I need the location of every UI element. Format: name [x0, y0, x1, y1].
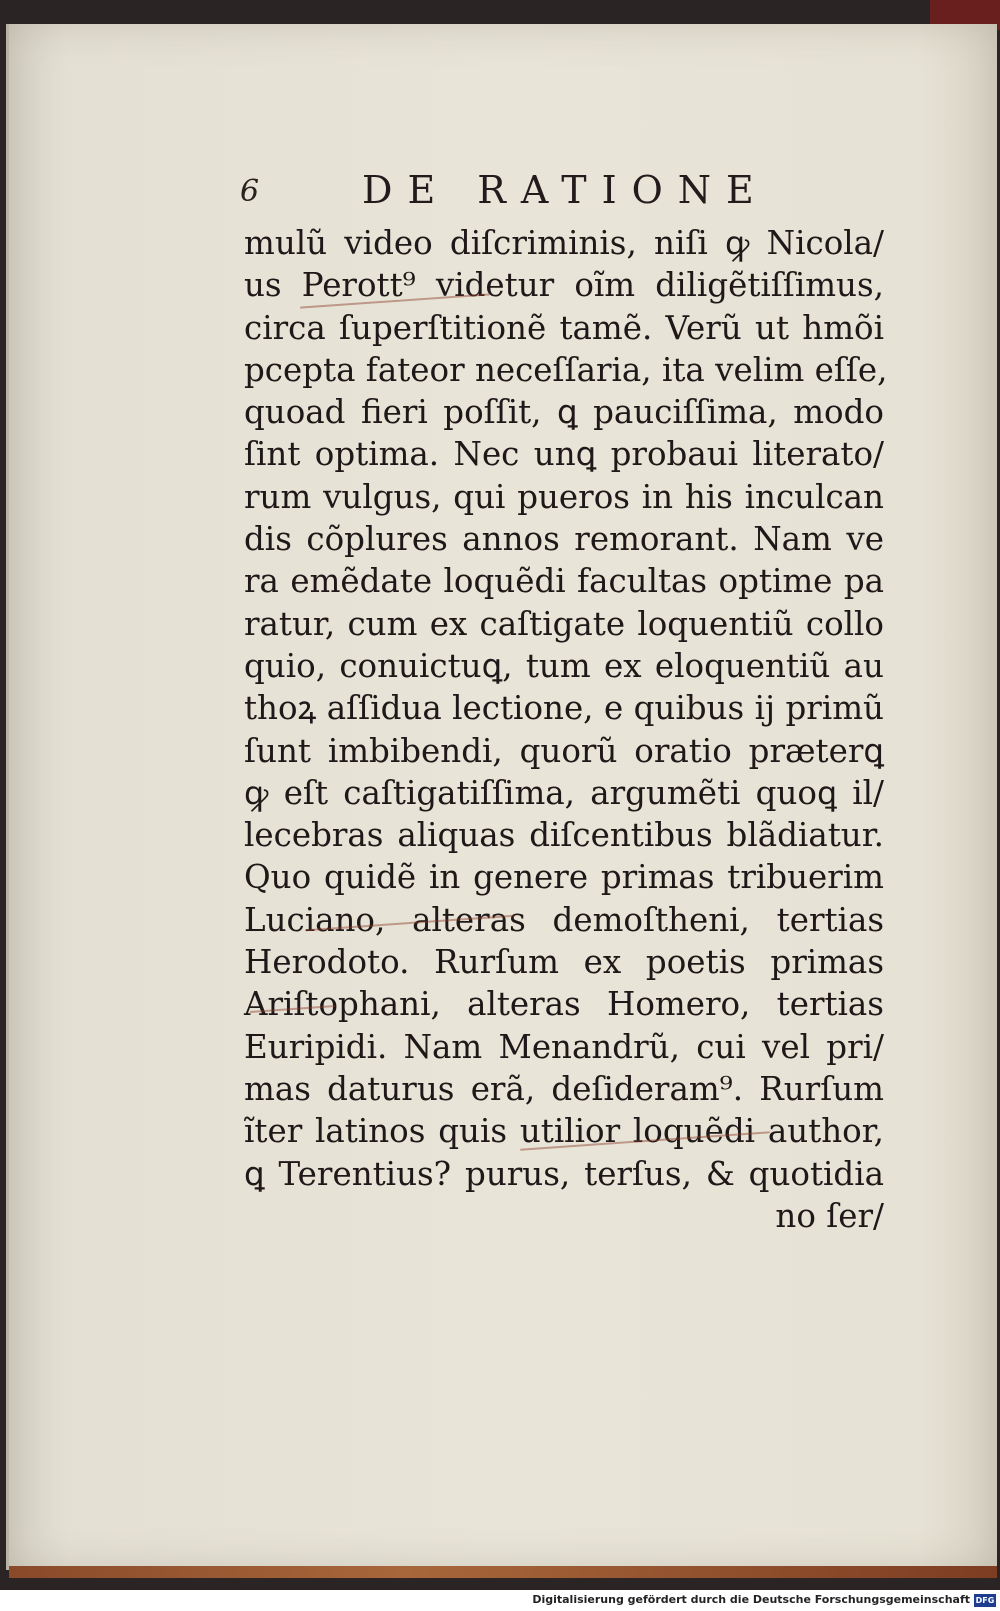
footer-bar	[0, 1590, 1000, 1611]
page-header	[240, 168, 800, 218]
text-line: us Perott⁹ videtur oĩm diligẽtiſſimus,	[244, 266, 884, 305]
footer-credit: Digitalisierung gefördert durch die Deutsche Forschungsgemeinschaft	[532, 1593, 970, 1606]
text-line: rum vulgus, qui pueros in his inculcan	[244, 477, 884, 516]
text-line: Herodoto. Rurſum ex poetis primas	[244, 943, 884, 982]
text-line: mas daturus erã, deſideram⁹. Rurſum	[244, 1069, 884, 1108]
text-line: no ſer/	[775, 1196, 884, 1235]
text-line: Luciano, alteras demoſtheni, tertias	[244, 900, 884, 939]
text-line: ra emẽdate loquẽdi facultas optime pa	[244, 562, 884, 601]
text-line: quoad fieri poſſit, ꝗ pauciſſima, modo	[244, 393, 884, 432]
text-line: ſunt imbibendi, quorũ oratio præterꝗ	[244, 731, 884, 770]
text-line: dis cõplures annos remorant. Nam ve	[244, 520, 884, 559]
text-line: circa ſuperſtitionẽ tamẽ. Verũ ut hmõi	[244, 308, 884, 347]
text-line: ĩter latinos quis utilior loquẽdi author,	[244, 1112, 884, 1151]
text-line: mulũ video diſcriminis, niſi ꝙ Nicola/	[244, 224, 884, 262]
text-line: Quo quidẽ in genere primas tribuerim	[244, 858, 884, 897]
text-line: ſint optima. Nec unꝗ probaui literato/	[244, 435, 884, 474]
text-line: pcepta fateor neceſſaria, ita velim eſſe,	[244, 350, 888, 389]
dfg-logo: DFG	[975, 1596, 995, 1605]
running-head: DE RATIONE	[362, 168, 769, 212]
text-line: ꝙ eſt caſtigatiſſima, argumẽti quoꝗ il/	[244, 773, 884, 812]
folio-number: 6	[240, 174, 260, 209]
text-line: Euripidi. Nam Menandrũ, cui vel pri/	[244, 1027, 884, 1066]
text-line: lecebras aliquas diſcentibus blãdiatur.	[244, 816, 884, 855]
text-line: ratur, cum ex caſtigate loquentiũ collo	[244, 604, 884, 643]
text-line: ꝗ Terentius? purus, terſus, & quotidia	[244, 1154, 884, 1193]
text-line: quio, conuictuꝗ, tum ex eloquentiũ au	[244, 646, 884, 685]
page-edge	[9, 1566, 997, 1578]
text-line: thoꝝ aſſidua lectione, e quibus ij primũ	[244, 689, 884, 728]
text-line: Ariſtophani, alteras Homero, tertias	[244, 985, 884, 1024]
text-block	[244, 222, 888, 1237]
